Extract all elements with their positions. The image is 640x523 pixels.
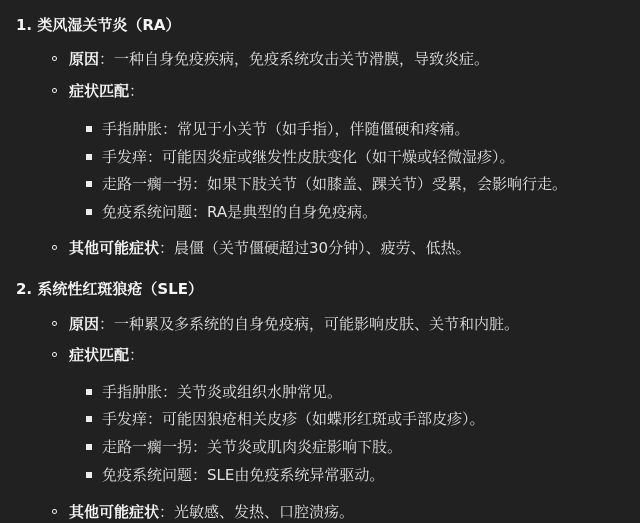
square-bullet-icon <box>86 154 92 160</box>
square-bullet-icon <box>86 416 92 422</box>
circle-bullet-icon <box>52 88 57 93</box>
square-bullet-icon <box>86 389 92 395</box>
square-bullet-icon <box>86 126 92 132</box>
chat-message-content: 1. 类风湿关节炎（RA） 原因：一种自身免疫疾病，免疫系统攻击关节滑膜，导致炎症。 症状匹配： 手指肿胀：常见于小关节（如手指），伴随僵硬和疼痛。 手发痒：可能因炎症或继发性皮肤变化（如干燥或轻微湿疹）。 走路一瘸一拐：如果下肢关节（如膝盖、踝关节）受累，会影响行走。 免疫系统问题：RA是典型的自身免疫病。 其他可能症状：晨僵（关节僵硬超过30分钟）、疲劳、低热。 2. 系统性红斑狼疮（SLE） 原因：一种累及多系统的自身免疫病，可能影响皮肤、关节和内脏。 症状匹配： 手指肿胀：关节炎或组织水肿常见。 手发痒：可能因狼疮相关皮疹（如蝶形红斑或手部皮疹）。 走路一瘸一拐：关节炎或肌肉炎症影响下肢。 免疫系统问题：SLE由免疫系统异常驱动。 其他可能症状：光敏感、发热、口腔溃疡。 <box>16 16 568 521</box>
circle-bullet-icon <box>52 245 57 250</box>
square-bullet-icon <box>86 472 92 478</box>
circle-bullet-icon <box>52 56 57 61</box>
circle-bullet-icon <box>52 509 57 514</box>
circle-bullet-icon <box>52 321 57 326</box>
square-bullet-icon <box>86 209 92 215</box>
square-bullet-icon <box>86 181 92 187</box>
square-bullet-icon <box>86 444 92 450</box>
section-title: 1. 类风湿关节炎（RA） <box>16 16 181 34</box>
section-title: 2. 系统性红斑狼疮（SLE） <box>16 280 203 298</box>
circle-bullet-icon <box>52 352 57 357</box>
